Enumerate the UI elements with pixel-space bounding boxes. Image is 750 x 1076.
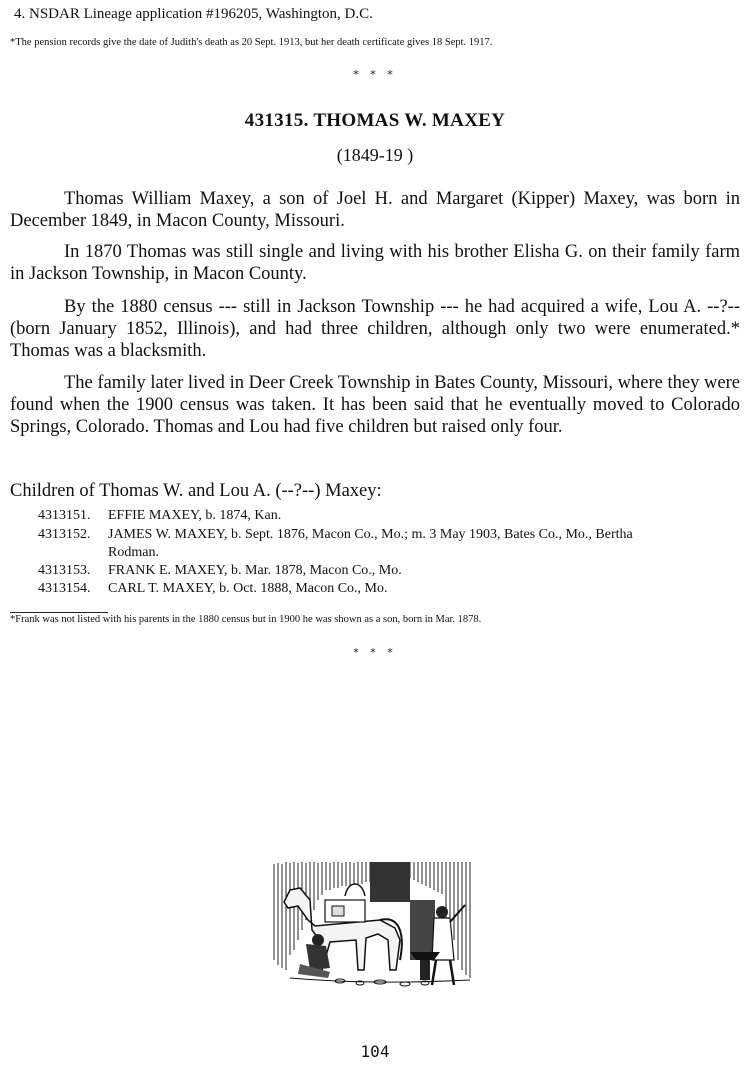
child-entry	[38, 506, 281, 525]
child-number: 4313151.	[38, 508, 91, 523]
child-entry	[38, 579, 387, 598]
footnote-rule	[10, 612, 108, 613]
child-entry	[38, 525, 633, 544]
frank-footnote: *Frank was not listed with his parents in the 1880 census but in 1900 he was shown as a son, born in Mar. 1878.	[10, 614, 482, 625]
blacksmith-illustration	[270, 860, 475, 990]
section-separator-bottom: * * *	[353, 646, 397, 659]
section-dates: (1849-19 )	[336, 145, 414, 165]
page-number: 104	[360, 1042, 390, 1061]
children-heading: Children of Thomas W. and Lou A. (--?--) Maxey:	[10, 481, 382, 501]
section-separator: * * *	[353, 68, 397, 81]
child-text-continued: Rodman.	[108, 545, 159, 560]
child-number: 4313153.	[38, 563, 91, 578]
child-text: CARL T. MAXEY, b. Oct. 1888, Macon Co., Mo.	[108, 581, 388, 596]
lineage-footnote: 4. NSDAR Lineage application #196205, Washington, D.C.	[14, 6, 373, 22]
child-text: JAMES W. MAXEY, b. Sept. 1876, Macon Co., Mo.; m. 3 May 1903, Bates Co., Mo., Bertha	[108, 527, 633, 542]
child-text: FRANK E. MAXEY, b. Mar. 1878, Macon Co., Mo.	[108, 563, 402, 578]
paragraph-later-life: The family later lived in Deer Creek Township in Bates County, Missouri, where they were found when the 1900 census was taken. It has been said that he eventually moved to Colorado Springs, Colorado. Thomas and Lou had five children but raised only four.	[10, 373, 740, 437]
paragraph-1880-census: By the 1880 census --- still in Jackson Township --- he had acquired a wife, Lou A. --?-- (born January 1852, Illinois), and had three children, although only two were enumerated.* Thomas was a blacksmith.	[10, 297, 740, 361]
child-number: 4313152.	[38, 527, 91, 542]
pension-footnote: *The pension records give the date of Judith's death as 20 Sept. 1913, but her death certificate gives 18 Sept. 1917.	[10, 37, 493, 48]
paragraph-birth: Thomas William Maxey, a son of Joel H. and Margaret (Kipper) Maxey, was born in December 1849, in Macon County, Missouri.	[10, 189, 740, 231]
child-text: EFFIE MAXEY, b. 1874, Kan.	[108, 508, 282, 523]
child-entry	[38, 561, 402, 580]
paragraph-1870: In 1870 Thomas was still single and living with his brother Elisha G. on their family farm in Jackson Township, in Macon County.	[10, 242, 740, 284]
child-number: 4313154.	[38, 581, 91, 596]
section-title: 431315. THOMAS W. MAXEY	[244, 110, 506, 131]
